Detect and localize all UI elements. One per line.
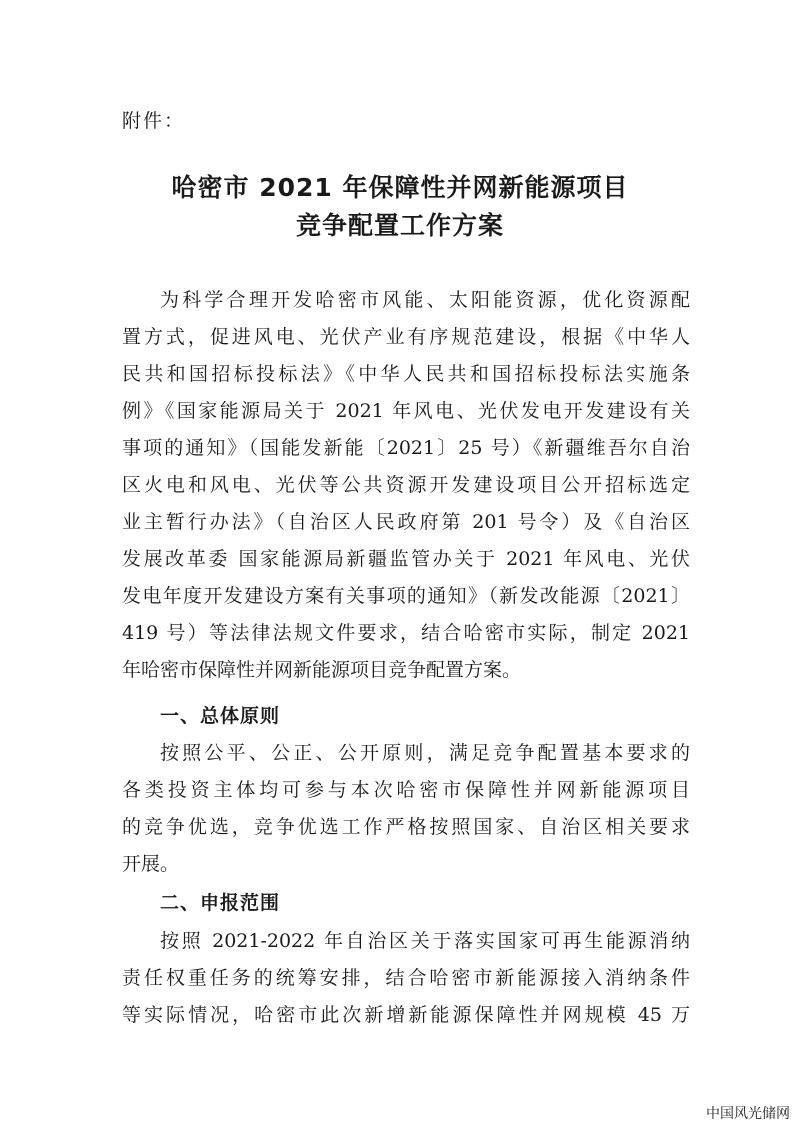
intro-line: 发展改革委 国家能源局新疆监管办关于 2021 年风电、光伏	[122, 548, 690, 570]
intro-line: 419 号）等法律法规文件要求，结合哈密市实际，制定 2021	[122, 622, 690, 644]
section2-line: 等实际情况，哈密市此次新增新能源保障性并网规模 45 万	[122, 1004, 690, 1026]
section1-line: 按照公平、公正、公开原则，满足竞争配置基本要求的	[160, 742, 690, 764]
section-heading-application-scope: 二、申报范围	[160, 892, 281, 914]
intro-line: 民共和国招标投标法》《中华人民共和国招标投标法实施条	[122, 363, 690, 385]
document-title-line-1: 哈密市 2021 年保障性并网新能源项目	[171, 173, 629, 202]
watermark: 中国风光储网	[706, 1106, 790, 1122]
intro-line: 置方式，促进风电、光伏产业有序规范建设，根据《中华人	[122, 326, 690, 348]
section1-line: 开展。	[122, 853, 180, 875]
intro-line: 例》《国家能源局关于 2021 年风电、光伏发电开发建设有关	[122, 400, 690, 422]
document-title-line-2: 竞争配置工作方案	[295, 211, 504, 240]
section-heading-general-principles: 一、总体原则	[160, 705, 281, 727]
intro-line: 区火电和风电、光伏等公共资源开发建设项目公开招标选定	[122, 474, 690, 496]
intro-line: 为科学合理开发哈密市风能、太阳能资源，优化资源配	[160, 289, 690, 311]
intro-line: 事项的通知》（国能发新能〔2021〕25 号）《新疆维吾尔自治	[122, 437, 690, 459]
section1-line: 各类投资主体均可参与本次哈密市保障性并网新能源项目	[122, 779, 690, 801]
intro-line: 发电年度开发建设方案有关事项的通知》（新发改能源〔2021〕	[122, 585, 690, 607]
intro-line: 年哈密市保障性并网新能源项目竞争配置方案。	[122, 659, 522, 681]
intro-line: 业主暂行办法》（自治区人民政府第 201 号令）及《自治区	[122, 511, 690, 533]
section2-line: 按照 2021-2022 年自治区关于落实国家可再生能源消纳	[160, 930, 690, 952]
section2-line: 责任权重任务的统筹安排，结合哈密市新能源接入消纳条件	[122, 967, 690, 989]
attachment-label: 附件：	[122, 110, 186, 132]
section1-line: 的竞争优选，竞争优选工作严格按照国家、自治区相关要求	[122, 816, 690, 838]
